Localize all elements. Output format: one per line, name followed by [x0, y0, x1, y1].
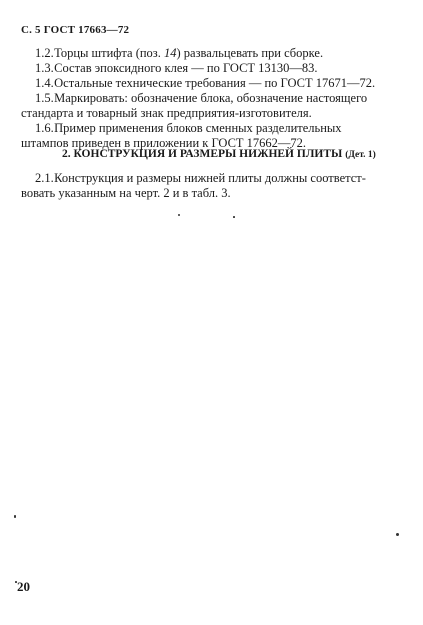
scan-speck: [396, 533, 399, 536]
clause-text-line2: вовать указанным на черт. 2 и в табл. 3.: [21, 186, 231, 200]
clause-2-1-continuation: [21, 186, 393, 201]
clause-1-2: [21, 46, 393, 61]
clause-text-line1: Маркировать: обозначение блока, обозначение настоящего: [54, 91, 368, 105]
clause-1-5-continuation: [21, 106, 393, 121]
scan-speck: [14, 515, 16, 518]
clause-1-4: [21, 76, 393, 91]
clause-text-line1: Пример применения блоков сменных разделительных: [54, 121, 342, 135]
clause-number: 1.3.: [35, 61, 54, 75]
clause-text-line2: стандарта и товарный знак предприятия-изготовителя.: [21, 106, 312, 120]
clause-number: 1.6.: [35, 121, 54, 135]
clause-text-line2: штампов приведен в приложении к ГОСТ 17662—72.: [21, 136, 307, 150]
clause-number: 2.1.: [35, 171, 54, 185]
clause-text: Остальные технические требования — по ГОСТ 17671—72.: [54, 76, 376, 90]
clause-1-3: [21, 61, 393, 76]
clause-italic-ref: 14: [164, 46, 177, 60]
clause-text: Состав эпоксидного клея — по ГОСТ 13130—83.: [54, 61, 318, 75]
clause-text-before: Торцы штифта (поз.: [54, 46, 161, 60]
clause-1-5: [21, 91, 393, 106]
page-header: С. 5 ГОСТ 17663—72: [21, 24, 130, 36]
section-title-text: 2. КОНСТРУКЦИЯ И РАЗМЕРЫ НИЖНЕЙ ПЛИТЫ: [62, 148, 343, 160]
clause-2-1: [21, 171, 393, 186]
scan-speck: [233, 216, 235, 218]
clause-text-after: ) развальцевать при сборке.: [176, 46, 324, 60]
clause-number: 1.2.: [35, 46, 54, 60]
section-detail-ref: (Дет. 1): [345, 150, 376, 160]
clause-number: 1.5.: [35, 91, 54, 105]
clause-text-line1: Конструкция и размеры нижней плиты должны соответст-: [54, 171, 366, 185]
clause-1-6: [21, 121, 393, 136]
clause-number: 1.4.: [35, 76, 54, 90]
scan-speck: [178, 214, 180, 216]
page-number: 20: [17, 579, 30, 594]
section-title: [62, 148, 376, 160]
